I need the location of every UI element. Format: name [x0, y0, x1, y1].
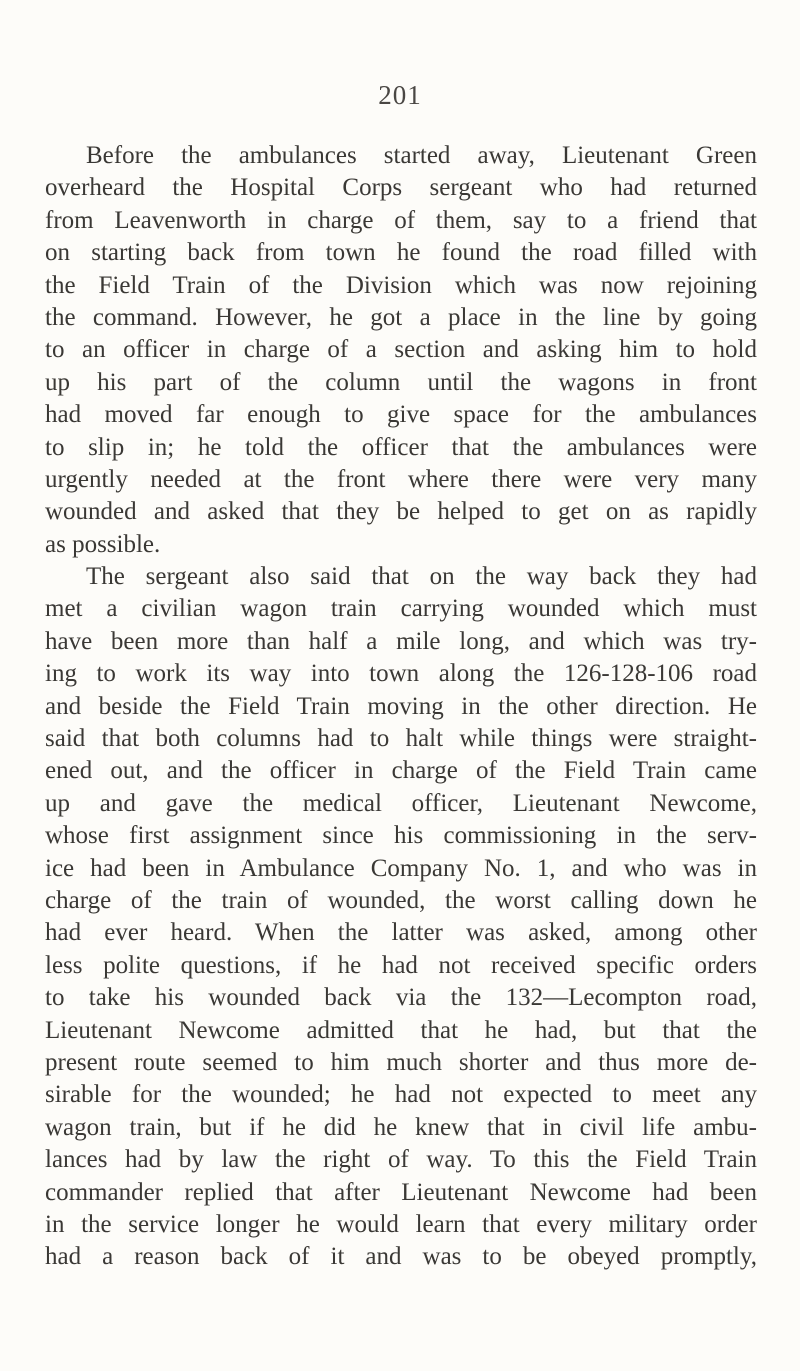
- text-line: present route seemed to him much shorter and thus more de-: [45, 1048, 757, 1076]
- text-line: had ever heard. When the latter was asked, among other: [45, 919, 757, 947]
- text-line: had moved far enough to give space for the ambulances: [45, 401, 757, 429]
- text-line: to slip in; he told the officer that the ambulances were: [45, 433, 757, 461]
- text-line: charge of the train of wounded, the worst calling down he: [45, 886, 757, 914]
- text-line: The sergeant also said that on the way back they had: [86, 563, 757, 591]
- text-line: sirable for the wounded; he had not expected to meet any: [45, 1081, 757, 1109]
- text-line: as possible.: [45, 530, 161, 558]
- text-line: and beside the Field Train moving in the other direction. He: [45, 692, 757, 720]
- text-line: had a reason back of it and was to be obeyed promptly,: [45, 1243, 757, 1271]
- text-line: ice had been in Ambulance Company No. 1, and who was in: [45, 854, 757, 882]
- text-line: the Field Train of the Division which was now rejoining: [45, 271, 757, 299]
- text-line: lances had by law the right of way. To this the Field Train: [45, 1146, 757, 1174]
- text-line: met a civilian wagon train carrying wounded which must: [45, 595, 757, 623]
- text-line: commander replied that after Lieutenant Newcome had been: [45, 1178, 757, 1206]
- text-line: Lieutenant Newcome admitted that he had, but that the: [45, 1016, 757, 1044]
- text-line: whose first assignment since his commissioning in the serv-: [45, 822, 757, 850]
- text-line: to an officer in charge of a section and asking him to hold: [45, 336, 757, 364]
- text-line: to take his wounded back via the 132—Lecompton road,: [45, 984, 757, 1012]
- text-line: overheard the Hospital Corps sergeant who had returned: [45, 174, 757, 202]
- text-line: in the service longer he would learn that every military order: [45, 1210, 757, 1238]
- body-text: [45, 140, 757, 1274]
- text-line: urgently needed at the front where there were very many: [45, 465, 757, 493]
- text-line: up his part of the column until the wagons in front: [45, 368, 757, 396]
- text-line: less polite questions, if he had not received specific orders: [45, 951, 757, 979]
- text-line: Before the ambulances started away, Lieutenant Green: [86, 142, 757, 169]
- text-line: have been more than half a mile long, and which was try-: [45, 627, 757, 655]
- paragraph-1: [45, 140, 757, 561]
- text-line: said that both columns had to halt while things were straight-: [45, 725, 757, 753]
- text-line: wounded and asked that they be helped to get on as rapidly: [45, 498, 757, 526]
- text-line: from Leavenworth in charge of them, say to a friend that: [45, 206, 757, 234]
- text-line: ened out, and the officer in charge of the Field Train came: [45, 757, 757, 785]
- text-line: the command. However, he got a place in the line by going: [45, 303, 757, 331]
- page-number: 201: [378, 80, 422, 110]
- text-line: wagon train, but if he did he knew that in civil life ambu-: [45, 1113, 757, 1141]
- text-line: ing to work its way into town along the 126-128-106 road: [45, 660, 757, 688]
- text-line: on starting back from town he found the road filled with: [45, 239, 757, 267]
- paragraph-2: [45, 561, 757, 1274]
- text-line: up and gave the medical officer, Lieutenant Newcome,: [45, 789, 757, 817]
